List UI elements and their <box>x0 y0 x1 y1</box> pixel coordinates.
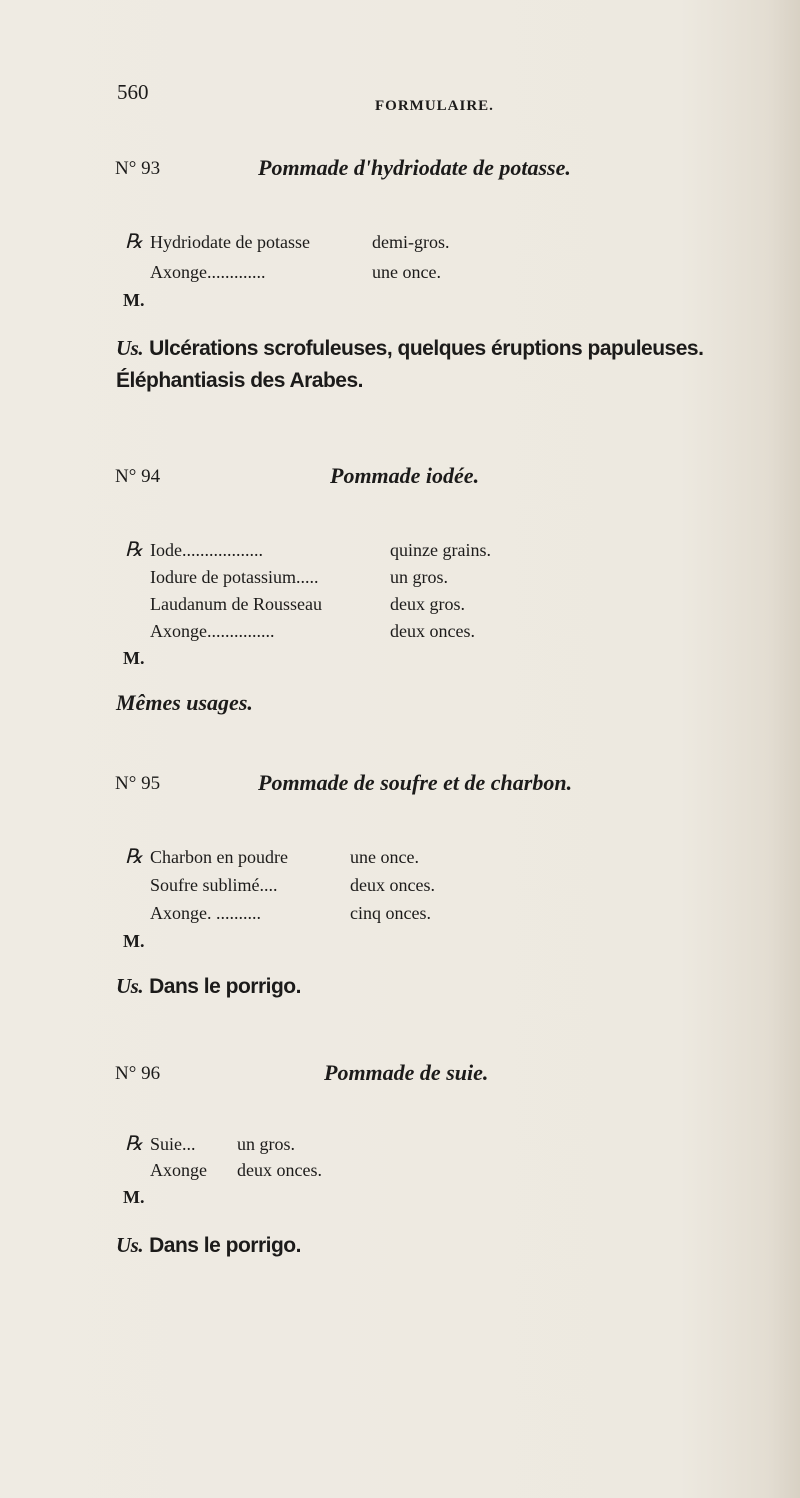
usage-line <box>116 974 301 999</box>
usage-text: Ulcérations scrofuleuses, quelques éruptions papuleuses. <box>149 337 704 360</box>
ingredient-name: Axonge............... <box>150 621 275 641</box>
recipe-number: N° 94 <box>115 466 161 487</box>
ingredient-name: Axonge............. <box>150 262 266 282</box>
ingredient-name: Charbon en poudre <box>150 847 288 867</box>
ingredient-amount: deux gros. <box>390 594 465 614</box>
usage-text: Dans le porrigo. <box>149 975 301 998</box>
usage-label: Us. <box>116 1233 144 1257</box>
ingredient-name: Iode.................. <box>150 540 263 560</box>
ingredient-amount: demi-gros. <box>372 232 450 252</box>
recipe-title: Pommade de suie. <box>324 1060 489 1085</box>
ingredient-name: Suie... <box>150 1134 196 1154</box>
recipe-title: Pommade de soufre et de charbon. <box>258 770 573 795</box>
usage-text-continued: Éléphantiasis des Arabes. <box>116 369 363 392</box>
ingredient-amount: une once. <box>372 262 441 282</box>
recipe-symbol-icon: ℞ <box>125 1133 143 1155</box>
recipe-symbol-icon: ℞ <box>125 231 143 253</box>
usage-label: Us. <box>116 336 144 360</box>
ingredient-name: Iodure de potassium..... <box>150 567 319 587</box>
ingredient-name: Soufre sublimé.... <box>150 875 278 895</box>
recipe-symbol-icon: ℞ <box>125 539 143 561</box>
ingredient-amount: quinze grains. <box>390 540 491 560</box>
ingredient-name: Hydriodate de potasse <box>150 232 310 252</box>
usage-line <box>116 1233 301 1258</box>
recipe-title: Pommade iodée. <box>330 463 480 488</box>
ingredient-amount: un gros. <box>390 567 448 587</box>
usage-label: Us. <box>116 974 144 998</box>
usage-text: Mêmes usages. <box>116 690 253 715</box>
mix-mark: M. <box>123 1187 145 1207</box>
ingredient-amount: une once. <box>350 847 419 867</box>
ingredient-name: Axonge <box>150 1160 207 1180</box>
usage-line <box>116 336 703 361</box>
mix-mark: M. <box>123 931 145 951</box>
ingredient-name: Axonge. .......... <box>150 903 261 923</box>
recipe-number: N° 93 <box>115 158 161 179</box>
recipe-number: N° 95 <box>115 773 161 794</box>
ingredient-amount: deux onces. <box>350 875 435 895</box>
ingredient-amount: deux onces. <box>237 1160 322 1180</box>
page-number: 560 <box>117 80 149 104</box>
running-title: FORMULAIRE. <box>375 98 494 114</box>
ingredient-amount: un gros. <box>237 1134 295 1154</box>
recipe-number: N° 96 <box>115 1063 161 1084</box>
mix-mark: M. <box>123 648 145 668</box>
recipe-title: Pommade d'hydriodate de potasse. <box>258 155 571 180</box>
ingredient-name: Laudanum de Rousseau <box>150 594 322 614</box>
usage-text: Dans le porrigo. <box>149 1234 301 1257</box>
ingredient-amount: cinq onces. <box>350 903 431 923</box>
recipe-symbol-icon: ℞ <box>125 846 143 868</box>
ingredient-amount: deux onces. <box>390 621 475 641</box>
mix-mark: M. <box>123 290 145 310</box>
